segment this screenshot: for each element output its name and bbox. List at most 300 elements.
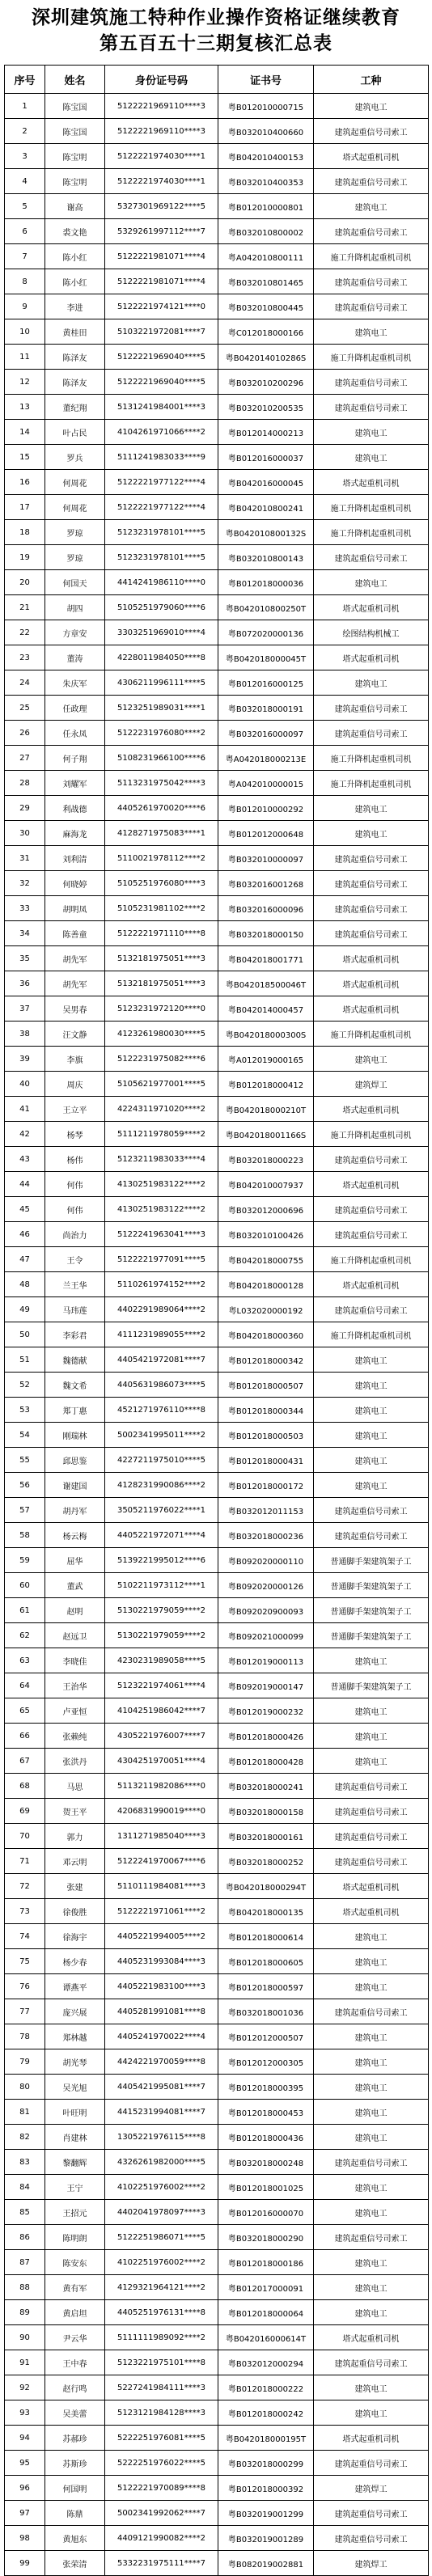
cell-name: 王令 (45, 1247, 105, 1272)
table-row (5, 2551, 429, 2576)
cell-id-number: 4305221976007****7 (105, 1724, 218, 1749)
cell-job-type: 塔式起重机司机 (314, 946, 429, 971)
cell-id-number: 5123221975101****8 (105, 2350, 218, 2375)
cell-name: 陈宝明 (45, 144, 105, 169)
table-row (5, 420, 429, 445)
cell-job-type: 施工升降机起重机司机 (314, 520, 429, 545)
table-row (5, 1899, 429, 1924)
cell-index: 29 (5, 796, 45, 821)
cell-name: 陈小红 (45, 244, 105, 269)
cell-job-type: 塔式起重机司机 (314, 1272, 429, 1297)
cell-job-type: 塔式起重机司机 (314, 2325, 429, 2350)
cell-job-type: 普通脚手架建筑架子工 (314, 1573, 429, 1598)
table-row (5, 1448, 429, 1473)
table-row (5, 520, 429, 545)
cell-name: 董涛 (45, 645, 105, 670)
cell-index: 57 (5, 1498, 45, 1523)
cell-id-number: 4326261982000****5 (105, 2150, 218, 2175)
cell-job-type: 建筑电工 (314, 2100, 429, 2125)
cell-name: 马思 (45, 1774, 105, 1799)
cell-job-type: 建筑起重信号司索工 (314, 696, 429, 721)
cell-job-type: 建筑电工 (314, 319, 429, 345)
cell-id-number: 5132181975051****3 (105, 946, 218, 971)
cell-certificate-number: 粤B032010200296 (218, 370, 314, 395)
table-row (5, 1423, 429, 1448)
cell-index: 17 (5, 495, 45, 520)
cell-job-type: 建筑电工 (314, 1473, 429, 1498)
table-row (5, 1598, 429, 1623)
cell-id-number: 4521271976110****8 (105, 1398, 218, 1423)
cell-job-type: 建筑电工 (314, 2075, 429, 2100)
cell-id-number: 4405231993084****3 (105, 1949, 218, 1974)
cell-name: 王治华 (45, 1673, 105, 1698)
table-row (5, 670, 429, 696)
cell-name: 刚瑞林 (45, 1423, 105, 1448)
cell-name: 何子翔 (45, 746, 105, 771)
cell-job-type: 建筑电工 (314, 1949, 429, 1974)
cell-name: 朱庆军 (45, 670, 105, 696)
cell-name: 李晓佳 (45, 1648, 105, 1673)
cell-index: 23 (5, 645, 45, 670)
cell-id-number: 5122221974030****1 (105, 144, 218, 169)
cell-name: 庞兴展 (45, 1999, 105, 2024)
cell-job-type: 建筑电工 (314, 2024, 429, 2049)
cell-id-number: 1305221976115****8 (105, 2125, 218, 2150)
table-row (5, 2300, 429, 2325)
cell-certificate-number: 粤B032018000236 (218, 1523, 314, 1548)
table-row (5, 2200, 429, 2225)
cell-index: 32 (5, 871, 45, 896)
cell-index: 27 (5, 746, 45, 771)
cell-name: 何国天 (45, 570, 105, 595)
cell-name: 何伟 (45, 1197, 105, 1222)
cell-certificate-number: 粤B012018000614 (218, 1924, 314, 1949)
cell-id-number: 4123261980030****5 (105, 1022, 218, 1047)
table-row (5, 1097, 429, 1122)
cell-id-number: 5108231966100****6 (105, 746, 218, 771)
cell-id-number: 5327301969122****5 (105, 194, 218, 219)
cell-job-type: 建筑电工 (314, 2125, 429, 2150)
cell-certificate-number: 粤B012019000232 (218, 1698, 314, 1724)
table-row (5, 2476, 429, 2501)
cell-name: 谭燕平 (45, 1974, 105, 1999)
cell-name: 杨伟 (45, 1147, 105, 1172)
table-row (5, 1974, 429, 1999)
header-name: 姓名 (45, 66, 105, 94)
cell-id-number: 5222251976081****5 (105, 2426, 218, 2451)
cell-name: 何国明 (45, 2476, 105, 2501)
cell-job-type: 建筑电工 (314, 570, 429, 595)
cell-index: 5 (5, 194, 45, 219)
cell-index: 63 (5, 1648, 45, 1673)
cell-job-type: 建筑电工 (314, 2250, 429, 2275)
cell-id-number: 5111241983033****9 (105, 445, 218, 470)
cell-certificate-number: 粤B012016000125 (218, 670, 314, 696)
cell-name: 周庆 (45, 1072, 105, 1097)
cell-index: 88 (5, 2275, 45, 2300)
cell-id-number: 5122221977122****4 (105, 470, 218, 495)
cell-certificate-number: 粤B012018000392 (218, 2476, 314, 2501)
cell-job-type: 建筑起重信号司索工 (314, 545, 429, 570)
cell-certificate-number: 粤B032018000223 (218, 1147, 314, 1172)
cell-id-number: 5122241970067****6 (105, 1849, 218, 1874)
cell-id-number: 5122221974030****1 (105, 169, 218, 194)
cell-certificate-number: 粤B032018001036 (218, 1999, 314, 2024)
table-row (5, 1297, 429, 1322)
cell-id-number: 5122221969110****3 (105, 119, 218, 144)
cell-certificate-number: 粤B012012000648 (218, 821, 314, 846)
table-row (5, 595, 429, 620)
cell-index: 69 (5, 1799, 45, 1824)
cell-job-type: 施工升降机起重机司机 (314, 1022, 429, 1047)
table-row (5, 244, 429, 269)
cell-index: 41 (5, 1097, 45, 1122)
cell-id-number: 4130251983122****2 (105, 1197, 218, 1222)
cell-id-number: 5122251986071****5 (105, 2225, 218, 2250)
cell-index: 24 (5, 670, 45, 696)
cell-id-number: 5122231975082****6 (105, 1047, 218, 1072)
table-row (5, 2501, 429, 2526)
cell-job-type: 塔式起重机司机 (314, 1097, 429, 1122)
cell-name: 杨云梅 (45, 1523, 105, 1548)
cell-id-number: 4405261970020****6 (105, 796, 218, 821)
cell-id-number: 5222251976022****5 (105, 2451, 218, 2476)
cell-index: 76 (5, 1974, 45, 1999)
cell-job-type: 建筑焊工 (314, 1072, 429, 1097)
cell-job-type: 建筑起重信号司索工 (314, 2225, 429, 2250)
cell-certificate-number: 粤B042018001771 (218, 946, 314, 971)
cell-certificate-number: 粤B012010000292 (218, 796, 314, 821)
cell-certificate-number: 粤B042016000614T (218, 2325, 314, 2350)
cell-index: 96 (5, 2476, 45, 2501)
cell-certificate-number: 粤B032010400353 (218, 169, 314, 194)
cell-job-type: 建筑电工 (314, 1724, 429, 1749)
cell-index: 47 (5, 1247, 45, 1272)
table-row (5, 1222, 429, 1247)
cell-certificate-number: 粤B032019001299 (218, 2501, 314, 2526)
header-certificate-number: 证书号 (218, 66, 314, 94)
cell-name: 李进 (45, 294, 105, 319)
cell-id-number: 5332231975111****7 (105, 2551, 218, 2576)
cell-index: 92 (5, 2375, 45, 2400)
cell-index: 53 (5, 1398, 45, 1423)
cell-certificate-number: 粤B012018000344 (218, 1398, 314, 1423)
cell-name: 张洪丹 (45, 1749, 105, 1774)
cell-certificate-number: 粤B012010000801 (218, 194, 314, 219)
cell-name: 李彩君 (45, 1322, 105, 1347)
cell-name: 赵远卫 (45, 1623, 105, 1648)
cell-id-number: 4405221994005****2 (105, 1924, 218, 1949)
table-row (5, 1924, 429, 1949)
cell-id-number: 5123231972120****0 (105, 996, 218, 1022)
cell-index: 9 (5, 294, 45, 319)
cell-job-type: 建筑电工 (314, 2175, 429, 2200)
table-row (5, 1072, 429, 1097)
cell-certificate-number: 粤B042018000755 (218, 1247, 314, 1272)
cell-name: 胡光琴 (45, 2049, 105, 2075)
cell-job-type: 建筑起重信号司索工 (314, 1197, 429, 1222)
cell-id-number: 4405221983100****3 (105, 1974, 218, 1999)
cell-certificate-number: 粤B032018000290 (218, 2225, 314, 2250)
cell-id-number: 5122221969040****5 (105, 345, 218, 370)
cell-certificate-number: 粤B092019000147 (218, 1673, 314, 1698)
cell-certificate-number: 粤B012018000436 (218, 2125, 314, 2150)
cell-job-type: 塔式起重机司机 (314, 470, 429, 495)
cell-name: 黄旭东 (45, 2526, 105, 2551)
cell-name: 利战德 (45, 796, 105, 821)
cell-name: 肖建林 (45, 2125, 105, 2150)
cell-id-number: 4409121990082****2 (105, 2526, 218, 2551)
cell-id-number: 5123231978101****5 (105, 520, 218, 545)
cell-index: 65 (5, 1698, 45, 1724)
cell-certificate-number: 粤B012018000342 (218, 1347, 314, 1373)
cell-job-type: 建筑起重信号司索工 (314, 2451, 429, 2476)
cell-name: 陈宝国 (45, 94, 105, 119)
table-row (5, 645, 429, 670)
cell-id-number: 5102211973112****1 (105, 1573, 218, 1598)
cell-job-type: 建筑起重信号司索工 (314, 1824, 429, 1849)
cell-id-number: 5110261974152****2 (105, 1272, 218, 1297)
cell-id-number: 5122221981071****4 (105, 269, 218, 294)
cell-certificate-number: 粤B032012011153 (218, 1498, 314, 1523)
cell-name: 王招元 (45, 2200, 105, 2225)
cell-job-type: 建筑电工 (314, 1373, 429, 1398)
cell-certificate-number: 粤B012018000597 (218, 1974, 314, 1999)
table-row (5, 2375, 429, 2400)
cell-name: 罗琼 (45, 520, 105, 545)
table-row (5, 1799, 429, 1824)
cell-index: 68 (5, 1774, 45, 1799)
cell-index: 52 (5, 1373, 45, 1398)
cell-certificate-number: 粤B012018000064 (218, 2300, 314, 2325)
cell-job-type: 建筑起重信号司索工 (314, 2350, 429, 2375)
cell-job-type: 普通脚手架建筑架子工 (314, 1623, 429, 1648)
cell-index: 72 (5, 1874, 45, 1899)
cell-job-type: 塔式起重机司机 (314, 1874, 429, 1899)
cell-certificate-number: 粤A012019000165 (218, 1047, 314, 1072)
cell-certificate-number: 粤B032010100426 (218, 1222, 314, 1247)
cell-certificate-number: 粤B092020900093 (218, 1598, 314, 1623)
cell-index: 99 (5, 2551, 45, 2576)
cell-job-type: 普通脚手架建筑架子工 (314, 1598, 429, 1623)
cell-name: 裘文艳 (45, 219, 105, 244)
cell-certificate-number: 粤B042018000210T (218, 1097, 314, 1122)
table-row (5, 2426, 429, 2451)
cell-job-type: 建筑电工 (314, 420, 429, 445)
cell-certificate-number: 粤L032020000192 (218, 1297, 314, 1322)
cell-job-type: 施工升降机起重机司机 (314, 495, 429, 520)
cell-id-number: 4104251986042****7 (105, 1698, 218, 1724)
cell-name: 黎翻辉 (45, 2150, 105, 2175)
table-row (5, 996, 429, 1022)
table-row (5, 1949, 429, 1974)
cell-name: 谢建国 (45, 1473, 105, 1498)
cell-name: 兰王华 (45, 1272, 105, 1297)
cell-index: 18 (5, 520, 45, 545)
document-title (0, 0, 432, 65)
table-row (5, 1849, 429, 1874)
cell-name: 罗琼 (45, 545, 105, 570)
cell-index: 8 (5, 269, 45, 294)
cell-id-number: 3505211976022****1 (105, 1498, 218, 1523)
cell-name: 苏斯珍 (45, 2451, 105, 2476)
cell-index: 35 (5, 946, 45, 971)
cell-index: 87 (5, 2250, 45, 2275)
cell-name: 刘利清 (45, 846, 105, 871)
cell-index: 60 (5, 1573, 45, 1598)
cell-certificate-number: 粤B032012000294 (218, 2350, 314, 2375)
cell-id-number: 4415231994081****7 (105, 2100, 218, 2125)
cell-job-type: 建筑起重信号司索工 (314, 921, 429, 946)
cell-job-type: 建筑起重信号司索工 (314, 1523, 429, 1548)
cell-name: 张荣清 (45, 2551, 105, 2576)
cell-job-type: 普通脚手架建筑架子工 (314, 1673, 429, 1698)
cell-certificate-number: 粤B042010400153 (218, 144, 314, 169)
cell-name: 何晓婷 (45, 871, 105, 896)
cell-index: 34 (5, 921, 45, 946)
table-row (5, 846, 429, 871)
cell-id-number: 5123121984128****3 (105, 2400, 218, 2426)
cell-id-number: 3303251969010****4 (105, 620, 218, 645)
cell-name: 马玮莲 (45, 1297, 105, 1322)
cell-certificate-number: 粤B032018000191 (218, 696, 314, 721)
cell-certificate-number: 粤B012018000428 (218, 1749, 314, 1774)
cell-certificate-number: 粤B032010800143 (218, 545, 314, 570)
cell-job-type: 建筑电工 (314, 1974, 429, 1999)
cell-certificate-number: 粤B032016000097 (218, 721, 314, 746)
table-row (5, 194, 429, 219)
cell-id-number: 4405421995081****7 (105, 2075, 218, 2100)
cell-id-number: 5122221971061****2 (105, 1899, 218, 1924)
cell-index: 49 (5, 1297, 45, 1322)
cell-name: 魏德献 (45, 1347, 105, 1373)
cell-name: 陈泽友 (45, 370, 105, 395)
cell-certificate-number: 粤B032018000150 (218, 921, 314, 946)
cell-id-number: 5122241963041****3 (105, 1222, 218, 1247)
cell-id-number: 5113211982086****0 (105, 1774, 218, 1799)
cell-job-type: 塔式起重机司机 (314, 971, 429, 996)
cell-job-type: 建筑电工 (314, 2275, 429, 2300)
cell-index: 83 (5, 2150, 45, 2175)
cell-job-type: 建筑起重信号司索工 (314, 2526, 429, 2551)
table-row (5, 2451, 429, 2476)
cell-name: 黄有军 (45, 2275, 105, 2300)
table-row (5, 1523, 429, 1548)
cell-id-number: 4128271975083****1 (105, 821, 218, 846)
table-row (5, 2250, 429, 2275)
cell-id-number: 5002341992062****7 (105, 2501, 218, 2526)
cell-certificate-number: 粤B042014010286S (218, 345, 314, 370)
cell-certificate-number: 粤B012018000507 (218, 1373, 314, 1398)
cell-job-type: 施工升降机起重机司机 (314, 345, 429, 370)
cell-name: 胡先军 (45, 971, 105, 996)
cell-index: 85 (5, 2200, 45, 2225)
cell-index: 98 (5, 2526, 45, 2551)
cell-certificate-number: 粤B012014000213 (218, 420, 314, 445)
cell-id-number: 5123251989031****1 (105, 696, 218, 721)
cell-job-type: 建筑电工 (314, 445, 429, 470)
cell-index: 31 (5, 846, 45, 871)
cell-certificate-number: 粤B092020000110 (218, 1548, 314, 1573)
cell-certificate-number: 粤B032018000248 (218, 2150, 314, 2175)
cell-job-type: 施工升降机起重机司机 (314, 244, 429, 269)
cell-name: 胡明凤 (45, 896, 105, 921)
cell-name: 陈泽友 (45, 345, 105, 370)
cell-index: 38 (5, 1022, 45, 1047)
cell-certificate-number: 粤B042018000135 (218, 1899, 314, 1924)
cell-job-type: 建筑起重信号司索工 (314, 269, 429, 294)
cell-index: 6 (5, 219, 45, 244)
cell-job-type: 建筑起重信号司索工 (314, 1147, 429, 1172)
cell-job-type: 施工升降机起重机司机 (314, 1247, 429, 1272)
header-id-number: 身份证号码 (105, 66, 218, 94)
cell-index: 26 (5, 721, 45, 746)
cell-index: 74 (5, 1924, 45, 1949)
cell-id-number: 4227211975010****5 (105, 1448, 218, 1473)
cell-job-type: 塔式起重机司机 (314, 144, 429, 169)
cell-certificate-number: 粤B032018000252 (218, 1849, 314, 1874)
cell-id-number: 4306211996111****5 (105, 670, 218, 696)
table-row (5, 2325, 429, 2350)
cell-job-type: 建筑电工 (314, 1423, 429, 1448)
cell-certificate-number: 粤B042018500046T (218, 971, 314, 996)
table-row (5, 871, 429, 896)
cell-index: 94 (5, 2426, 45, 2451)
table-row (5, 1774, 429, 1799)
cell-job-type: 建筑电工 (314, 2300, 429, 2325)
cell-id-number: 4304251970051****4 (105, 1749, 218, 1774)
cell-index: 97 (5, 2501, 45, 2526)
table-row (5, 696, 429, 721)
cell-certificate-number: 粤B042014000457 (218, 996, 314, 1022)
cell-job-type: 建筑电工 (314, 1749, 429, 1774)
cell-certificate-number: 粤B012018000426 (218, 1724, 314, 1749)
cell-certificate-number: 粤B012018000036 (218, 570, 314, 595)
cell-id-number: 5111111989092****2 (105, 2325, 218, 2350)
table-row (5, 1498, 429, 1523)
cell-index: 66 (5, 1724, 45, 1749)
cell-index: 2 (5, 119, 45, 144)
cell-id-number: 5131241984001****3 (105, 395, 218, 420)
cell-name: 杨琴 (45, 1122, 105, 1147)
cell-index: 25 (5, 696, 45, 721)
cell-index: 15 (5, 445, 45, 470)
cell-id-number: 5110111984081****3 (105, 1874, 218, 1899)
table-row (5, 370, 429, 395)
cell-job-type: 建筑焊工 (314, 2551, 429, 2576)
cell-index: 13 (5, 395, 45, 420)
cell-index: 77 (5, 1999, 45, 2024)
cell-index: 67 (5, 1749, 45, 1774)
cell-certificate-number: 粤B012018000222 (218, 2375, 314, 2400)
cell-certificate-number: 粤B012018000453 (218, 2100, 314, 2125)
cell-index: 50 (5, 1322, 45, 1347)
table-row (5, 2275, 429, 2300)
cell-name: 王立平 (45, 1097, 105, 1122)
cell-index: 37 (5, 996, 45, 1022)
cell-name: 吴光旭 (45, 2075, 105, 2100)
table-row (5, 495, 429, 520)
cell-index: 43 (5, 1147, 45, 1172)
cell-certificate-number: 粤B032012000696 (218, 1197, 314, 1222)
table-row (5, 1247, 429, 1272)
table-row (5, 721, 429, 746)
cell-name: 王宁 (45, 2175, 105, 2200)
table-row (5, 1022, 429, 1047)
table-row (5, 269, 429, 294)
cell-job-type: 建筑起重信号司索工 (314, 370, 429, 395)
cell-certificate-number: 粤B012018000431 (218, 1448, 314, 1473)
